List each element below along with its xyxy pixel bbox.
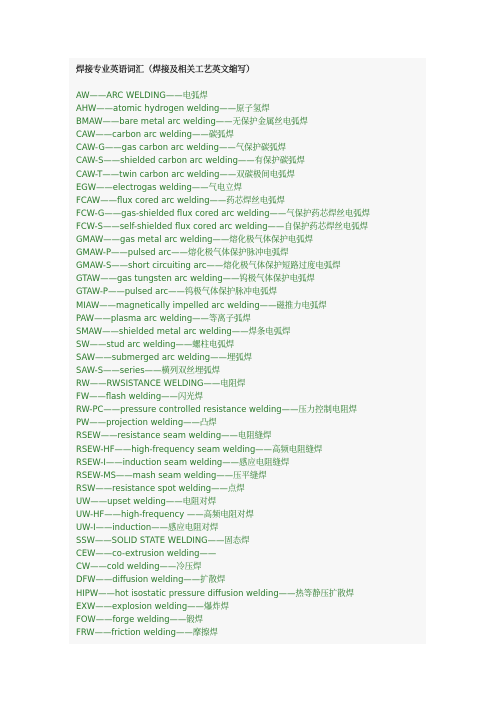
term-row: PAW——plasma arc welding——等离子弧焊 xyxy=(76,312,251,323)
term-row: SMAW——shielded metal arc welding——焊条电弧焊 xyxy=(76,325,291,336)
term-row: HIPW——hot isostatic pressure diffusion welding——热等静压扩散焊 xyxy=(76,587,355,598)
term-row: GTAW-P——pulsed arc——钨极气体保护脉冲电弧焊 xyxy=(76,286,278,297)
term-row: RSEW——resistance seam welding——电阻缝焊 xyxy=(76,430,272,441)
term-row: FOW——forge welding——锻焊 xyxy=(76,613,204,624)
term-row: AHW——atomic hydrogen welding——原子氢焊 xyxy=(76,103,270,114)
term-row: FCAW——flux cored arc welding——药芯焊丝电弧焊 xyxy=(76,194,285,205)
document-page xyxy=(69,58,426,644)
term-row: FCW-S——self-shielded flux cored arc welding——自保护药芯焊丝电弧焊 xyxy=(76,220,369,231)
document-title: 焊接专业英语词汇（焊接及相关工艺英文缩写） xyxy=(76,65,255,75)
term-list xyxy=(76,89,426,639)
term-row: PW——projection welding——凸焊 xyxy=(76,417,217,428)
term-row: GMAW-S——short circuiting arc——熔化极气体保护短路过度电弧焊 xyxy=(76,260,341,271)
term-row: CEW——co-extrusion welding—— xyxy=(76,548,217,559)
term-row: RW——RWSISTANCE WELDING——电阻焊 xyxy=(76,378,246,389)
term-row: DFW——diffusion welding——扩散焊 xyxy=(76,574,226,585)
term-row: EXW——explosion welding——爆炸焊 xyxy=(76,600,230,611)
term-row: SW——stud arc welding——螺柱电弧焊 xyxy=(76,338,235,349)
term-row: UW——upset welding——电阻对焊 xyxy=(76,495,217,506)
term-row: RSEW-MS——mash seam welding——压平缝焊 xyxy=(76,469,267,480)
term-row: FCW-G——gas-shielded flux cored arc welding——气保护药芯焊丝电弧焊 xyxy=(76,207,371,218)
term-row: CAW-T——twin carbon arc welding——双碳极间电弧焊 xyxy=(76,168,295,179)
term-row: UW-HF——high-frequency ——高频电阻对焊 xyxy=(76,509,254,519)
term-row: EGW——electrogas welding——气电立焊 xyxy=(76,181,243,192)
term-row: GTAW——gas tungsten arc welding——钨极气体保护电弧焊 xyxy=(76,273,315,284)
term-row: BMAW——bare metal arc welding——无保护金属丝电弧焊 xyxy=(76,116,308,127)
term-row: CAW-S——shielded carbon arc welding——有保护碳弧焊 xyxy=(76,155,305,166)
term-row: GMAW-P——pulsed arc——熔化极气体保护脉冲电弧焊 xyxy=(76,247,289,258)
term-row: RSEW-I——induction seam welding——感应电阻缝焊 xyxy=(76,456,290,467)
term-row: RSEW-HF——high-frequency seam welding——高频电阻缝焊 xyxy=(76,443,323,454)
term-row: FW——flash welding——闪光焊 xyxy=(76,391,204,402)
term-row: CAW-G——gas carbon arc welding——气保护碳弧焊 xyxy=(76,142,286,153)
term-row: SSW——SOLID STATE WELDING——固态焊 xyxy=(76,535,250,546)
term-row: CAW——carbon arc welding——碳弧焊 xyxy=(76,129,234,140)
term-row: CW——cold welding——冷压焊 xyxy=(76,561,202,572)
term-row: SAW——submerged arc welding——埋弧焊 xyxy=(76,351,252,362)
term-row: MIAW——magnetically impelled arc welding——磁推力电弧焊 xyxy=(76,299,327,310)
term-row: UW-I——induction——感应电阻对焊 xyxy=(76,522,219,533)
term-row: RW-PC——pressure controlled resistance welding——压力控制电阻焊 xyxy=(76,404,357,415)
term-row: RSW——resistance spot welding——点焊 xyxy=(76,482,245,493)
term-row: FRW——friction welding——摩擦焊 xyxy=(76,626,218,637)
term-row: SAW-S——series——横列双丝埋弧焊 xyxy=(76,364,220,375)
term-row: AW——ARC WELDING——电弧焊 xyxy=(76,90,208,100)
term-row: GMAW——gas metal arc welding——熔化极气体保护电弧焊 xyxy=(76,234,313,245)
